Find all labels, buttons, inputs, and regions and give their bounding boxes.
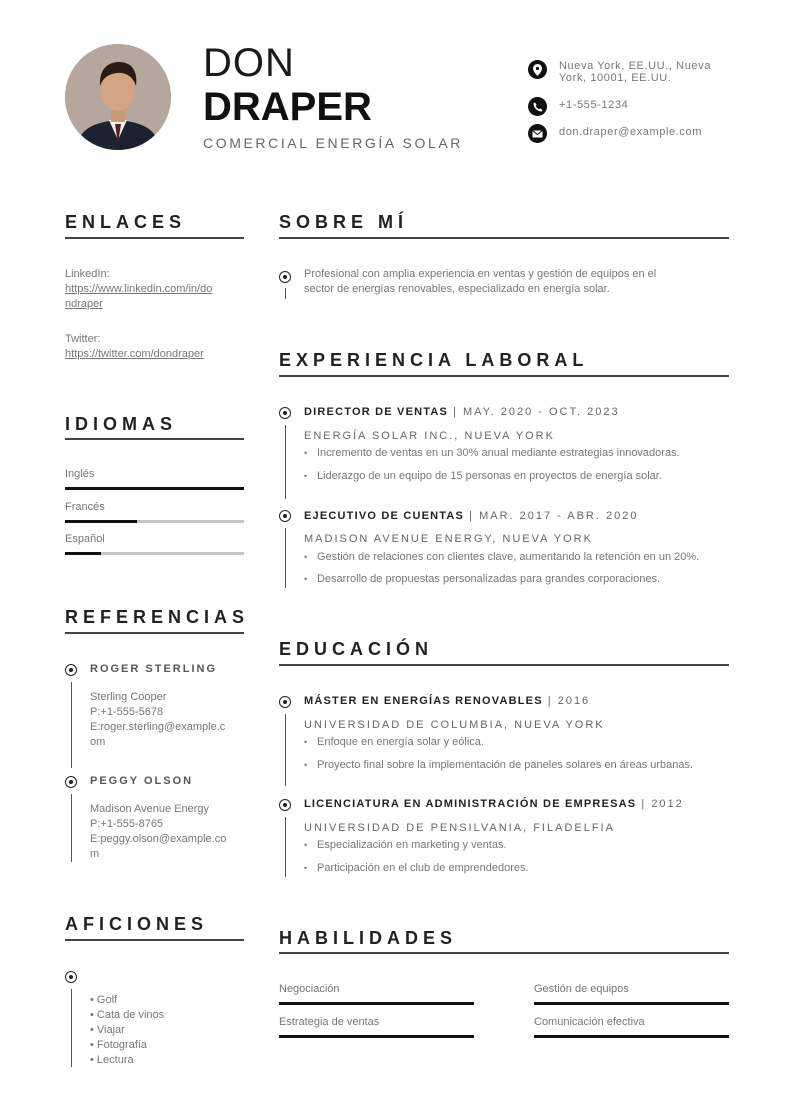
language-level-bar bbox=[65, 520, 244, 523]
section-rule bbox=[279, 237, 729, 239]
language-level-bar bbox=[65, 552, 244, 555]
language-level-fill bbox=[65, 487, 244, 490]
skill-name: Estrategia de ventas bbox=[279, 1016, 380, 1028]
timeline-marker-icon bbox=[65, 971, 77, 983]
language-name: Inglés bbox=[65, 468, 95, 480]
hobby-item: • Cata de vinos bbox=[90, 1009, 165, 1021]
skill-item bbox=[279, 1016, 474, 1038]
reference-email-cont: m bbox=[90, 848, 100, 860]
education-bullet: • Participación en el club de emprendedores. bbox=[304, 861, 734, 876]
language-level-bar bbox=[65, 487, 244, 490]
timeline-marker-icon bbox=[279, 696, 291, 708]
section-rule bbox=[279, 952, 729, 954]
reference-email: E:roger.sterling@example.c bbox=[90, 721, 226, 733]
timeline-marker-icon bbox=[279, 799, 291, 811]
job-entry-title bbox=[304, 406, 620, 418]
timeline-line bbox=[71, 989, 72, 1067]
reference-phone: P:+1-555-8765 bbox=[90, 818, 164, 830]
timeline-marker-icon bbox=[279, 407, 291, 419]
contact-phone bbox=[528, 97, 728, 116]
section-rule bbox=[65, 237, 244, 239]
degree-name: LICENCIATURA EN ADMINISTRACIÓN DE EMPRESAS bbox=[304, 798, 637, 810]
section-title-sobre-mi: SOBRE MÍ bbox=[279, 212, 409, 232]
skill-bar bbox=[279, 1002, 474, 1005]
timeline-marker-icon bbox=[279, 510, 291, 522]
reference-details bbox=[90, 690, 245, 750]
hobby-item: • Viajar bbox=[90, 1024, 125, 1036]
timeline-line bbox=[285, 425, 286, 499]
about-text bbox=[304, 267, 734, 297]
reference-company: Sterling Cooper bbox=[90, 691, 167, 703]
reference-phone: P:+1-555-5678 bbox=[90, 706, 164, 718]
reference-company: Madison Avenue Energy bbox=[90, 803, 210, 815]
section-title-experiencia: EXPERIENCIA LABORAL bbox=[279, 350, 589, 370]
reference-email-cont: om bbox=[90, 736, 106, 748]
portrait-image bbox=[65, 44, 171, 150]
language-level-fill bbox=[65, 520, 137, 523]
language-item bbox=[65, 468, 244, 490]
education-bullet: • Proyecto final sobre la implementación de paneles solares en áreas urbanas. bbox=[304, 758, 734, 773]
job-title: COMERCIAL ENERGÍA SOLAR bbox=[203, 135, 463, 151]
address-line-1: Nueva York, EE.UU., Nueva bbox=[559, 60, 711, 72]
section-title-referencias: REFERENCIAS bbox=[65, 607, 250, 627]
location-pin-icon bbox=[528, 60, 547, 79]
job-bullet: • Gestión de relaciones con clientes clave, aumentando la retención en un 20%. bbox=[304, 550, 734, 565]
about-line: Profesional con amplia experiencia en ventas y gestión de equipos en el bbox=[304, 268, 657, 280]
timeline-line bbox=[71, 794, 72, 862]
language-name: Francés bbox=[65, 501, 105, 513]
education-bullets bbox=[304, 838, 734, 876]
language-level-fill bbox=[65, 552, 101, 555]
timeline-marker-icon bbox=[65, 776, 77, 788]
skill-bar bbox=[534, 1002, 729, 1005]
hobbies-list bbox=[90, 993, 164, 1068]
skill-name: Comunicación efectiva bbox=[534, 1016, 645, 1028]
email-text[interactable]: don.draper@example.com bbox=[559, 126, 702, 138]
education-bullet: • Enfoque en energía solar y eólica. bbox=[304, 735, 734, 750]
about-line: sector de energías renovables, especializado en energía solar. bbox=[304, 283, 610, 295]
job-dates: | MAY. 2020 - OCT. 2023 bbox=[448, 406, 620, 418]
section-rule bbox=[279, 375, 729, 377]
skill-item bbox=[534, 983, 729, 1005]
job-company: ENERGÍA SOLAR INC., NUEVA YORK bbox=[304, 430, 555, 442]
section-rule bbox=[279, 664, 729, 666]
linkedin-link-cont[interactable]: ndraper bbox=[65, 298, 103, 310]
education-entry-title bbox=[304, 695, 590, 707]
reference-name: PEGGY OLSON bbox=[90, 775, 194, 787]
section-rule bbox=[65, 438, 244, 440]
contact-address bbox=[528, 60, 728, 84]
school-name: UNIVERSIDAD DE COLUMBIA, NUEVA YORK bbox=[304, 719, 605, 731]
degree-year: | 2016 bbox=[542, 695, 591, 707]
job-bullets bbox=[304, 446, 734, 484]
first-name: DON bbox=[203, 41, 295, 85]
linkedin-link[interactable]: https://www.linkedin.com/in/do bbox=[65, 283, 213, 295]
job-dates: | MAR. 2017 - ABR. 2020 bbox=[464, 510, 639, 522]
reference-email: E:peggy.olson@example.co bbox=[90, 833, 227, 845]
phone-icon bbox=[528, 97, 547, 116]
skill-bar bbox=[534, 1035, 729, 1038]
contact-email bbox=[528, 124, 728, 143]
section-title-habilidades: HABILIDADES bbox=[279, 928, 458, 948]
hobby-item: • Golf bbox=[90, 994, 118, 1006]
job-bullet: • Desarrollo de propuestas personalizadas para grandes corporaciones. bbox=[304, 572, 734, 587]
skill-name: Gestión de equipos bbox=[534, 983, 629, 995]
timeline-line bbox=[285, 714, 286, 786]
timeline-line bbox=[71, 682, 72, 768]
skill-bar bbox=[279, 1035, 474, 1038]
twitter-link[interactable]: https://twitter.com/dondraper bbox=[65, 348, 204, 360]
reference-details bbox=[90, 802, 245, 862]
twitter-block bbox=[65, 332, 245, 362]
twitter-label: Twitter: bbox=[65, 333, 101, 345]
timeline-line bbox=[285, 288, 286, 299]
timeline-line bbox=[285, 528, 286, 588]
language-item bbox=[65, 533, 244, 555]
phone-text: +1-555-1234 bbox=[559, 99, 629, 111]
profile-photo bbox=[65, 44, 171, 150]
linkedin-block bbox=[65, 267, 245, 312]
degree-name: MÁSTER EN ENERGÍAS RENOVABLES bbox=[304, 695, 543, 707]
section-rule bbox=[65, 632, 244, 634]
skill-item bbox=[279, 983, 474, 1005]
section-title-enlaces: ENLACES bbox=[65, 212, 187, 232]
section-title-educacion: EDUCACIÓN bbox=[279, 639, 434, 659]
section-title-aficiones: AFICIONES bbox=[65, 914, 209, 934]
address-line-2: York, 10001, EE.UU. bbox=[559, 72, 672, 84]
education-bullets bbox=[304, 735, 734, 773]
linkedin-label: LinkedIn: bbox=[65, 268, 110, 280]
section-title-idiomas: IDIOMAS bbox=[65, 414, 178, 434]
skill-name: Negociación bbox=[279, 983, 340, 995]
timeline-line bbox=[285, 817, 286, 877]
job-role: EJECUTIVO DE CUENTAS bbox=[304, 510, 465, 522]
job-company: MADISON AVENUE ENERGY, NUEVA YORK bbox=[304, 533, 593, 545]
job-bullets bbox=[304, 550, 734, 587]
last-name: DRAPER bbox=[203, 85, 372, 129]
skill-item bbox=[534, 1016, 729, 1038]
job-bullet: • Liderazgo de un equipo de 15 personas en proyectos de energía solar. bbox=[304, 469, 734, 484]
degree-year: | 2012 bbox=[636, 798, 684, 810]
education-entry-title bbox=[304, 798, 684, 810]
job-role: DIRECTOR DE VENTAS bbox=[304, 406, 449, 418]
hobby-item: • Lectura bbox=[90, 1054, 134, 1066]
timeline-marker-icon bbox=[279, 271, 291, 283]
timeline-marker-icon bbox=[65, 664, 77, 676]
hobby-item: • Fotografía bbox=[90, 1039, 148, 1051]
education-bullet: • Especialización en marketing y ventas. bbox=[304, 838, 734, 853]
job-entry-title bbox=[304, 510, 638, 522]
section-rule bbox=[65, 939, 244, 941]
language-item bbox=[65, 501, 244, 523]
language-name: Español bbox=[65, 533, 105, 545]
email-icon bbox=[528, 124, 547, 143]
job-bullet: • Incremento de ventas en un 30% anual mediante estrategias innovadoras. bbox=[304, 446, 734, 461]
school-name: UNIVERSIDAD DE PENSILVANIA, FILADELFIA bbox=[304, 822, 615, 834]
reference-name: ROGER STERLING bbox=[90, 663, 218, 675]
